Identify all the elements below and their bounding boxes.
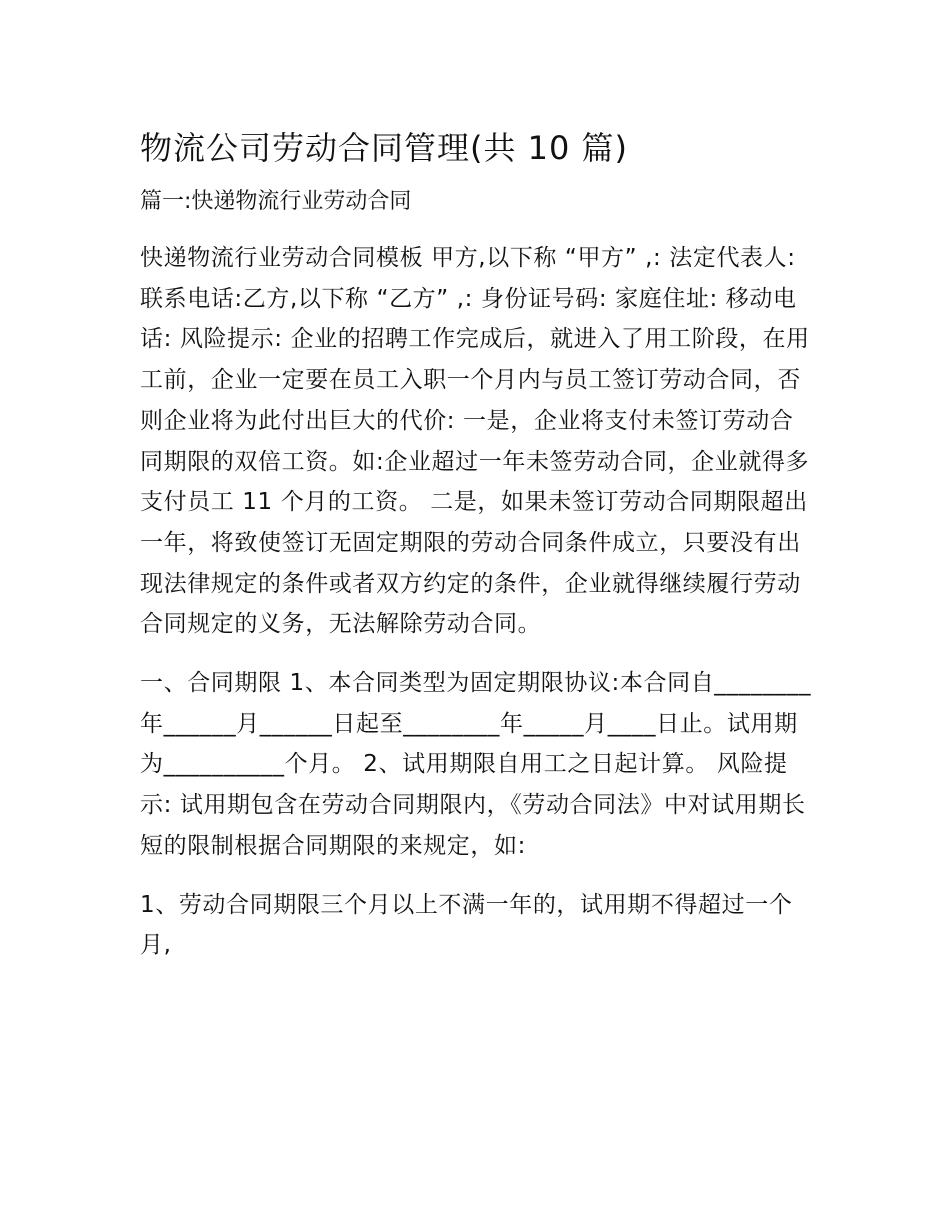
- section-heading: 篇一:快递物流行业劳动合同: [140, 189, 412, 214]
- paragraph-intro: 快递物流行业劳动合同模板 甲方,以下称 “甲方” ,: 法定代表人: 联系电话:乙方,以下称 “乙方” ,: 身份证号码: 家庭住址: 移动电话: 风险提示: 企业的招聘工作完成后，就进入了用工阶段，在用工前，企业一定要在员工入职一个月内与员工签订劳动合同，否则企业将为此付出巨大的代价: 一是，企业将支付未签订劳动合同期限的双倍工资。如:企业超过一年未签劳动合同，企业就得多支付员工 11 个月的工资。 二是，如果未签订劳动合同期限超出一年，将致使签订无固定期限的劳动合同条件成立，只要没有出现法律规定的条件或者双方约定的条件，企业就得继续履行劳动合同规定的义务，无法解除劳动合同。: [140, 245, 810, 638]
- document-title: 物流公司劳动合同管理(共 10 篇): [140, 129, 629, 167]
- document-page: [140, 124, 815, 984]
- paragraph-contract-term: 一、合同期限 1、本合同类型为固定期限协议:本合同自________年______月______日起至________年_____月____日止。试用期为__________个月。 2、试用期限自用工之日起计算。 风险提示: 试用期包含在劳动合同期限内，《劳动合同法》中对试用期长短的限制根据合同期限的来规定，如:: [140, 670, 812, 859]
- paragraph-probation-rule: 1、劳动合同期限三个月以上不满一年的，试用期不得超过一个月,: [140, 891, 793, 959]
